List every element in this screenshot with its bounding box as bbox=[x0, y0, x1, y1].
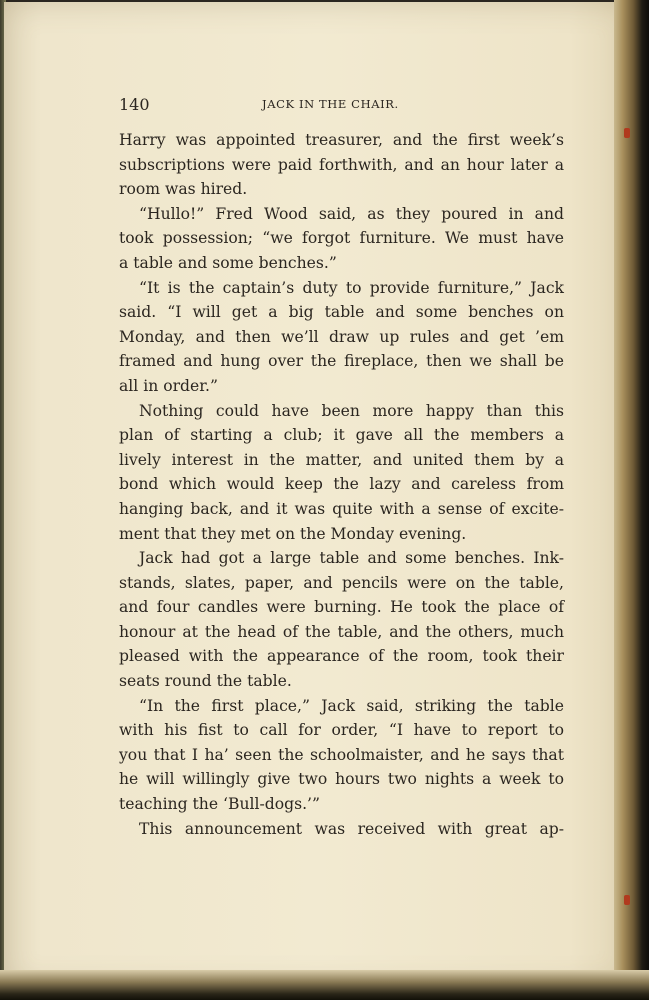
page-number: 140 bbox=[119, 95, 150, 114]
text-line: “Hullo!” Fred Wood said, as they poured in and bbox=[139, 204, 564, 223]
text-line: with his fist to call for order, “I have to report to bbox=[119, 721, 564, 740]
text-line: stands, slates, paper, and pencils were on the table, bbox=[119, 573, 564, 592]
text-line: subscriptions were paid forthwith, and an hour later a bbox=[119, 155, 564, 174]
book-edge-bottom bbox=[0, 970, 649, 1000]
text-line: Monday, and then we’ll draw up rules and get ’em bbox=[119, 327, 564, 346]
text-line: honour at the head of the table, and the others, much bbox=[119, 622, 564, 641]
text-line: teaching the ‘Bull-dogs.’” bbox=[119, 795, 320, 814]
text-line: said. “I will get a big table and some benches on bbox=[119, 303, 564, 322]
text-line: Jack had got a large table and some benches. Ink- bbox=[139, 549, 564, 568]
text-line: and four candles were burning. He took the place of bbox=[119, 598, 564, 617]
book-edge-right bbox=[614, 0, 649, 1000]
text-line: Harry was appointed treasurer, and the first week’s bbox=[119, 131, 564, 149]
text-line: hanging back, and it was quite with a sense of excite- bbox=[119, 499, 564, 518]
text-line: pleased with the appearance of the room, took their bbox=[119, 647, 564, 666]
text-line: “In the first place,” Jack said, striking the table bbox=[139, 696, 564, 715]
text-line: ment that they met on the Monday evening. bbox=[119, 524, 467, 543]
text-line: took possession; “we forgot furniture. We must have bbox=[119, 229, 564, 248]
running-head: JACK IN THE CHAIR. bbox=[262, 97, 399, 111]
text-line: framed and hung over the fireplace, then we shall be bbox=[119, 352, 564, 371]
text-line: seats round the table. bbox=[119, 672, 292, 691]
text-line: Nothing could have been more happy than this bbox=[139, 401, 564, 420]
text-line: you that I ha’ seen the schoolmaister, and he says that bbox=[119, 745, 564, 764]
text-line: all in order.” bbox=[119, 376, 218, 395]
page-marker bbox=[624, 128, 630, 138]
text-line: bond which would keep the lazy and careless from bbox=[119, 475, 564, 494]
text-line: “It is the captain’s duty to provide furniture,” Jack bbox=[139, 278, 564, 297]
page-header bbox=[119, 95, 564, 115]
body-text bbox=[119, 128, 564, 841]
page-marker bbox=[624, 895, 630, 905]
text-line: This announcement was received with great ap- bbox=[139, 819, 564, 838]
text-line: a table and some benches.” bbox=[119, 253, 337, 272]
text-line: plan of starting a club; it gave all the members a bbox=[119, 426, 564, 445]
text-line: room was hired. bbox=[119, 180, 248, 199]
text-line: lively interest in the matter, and united them by a bbox=[119, 450, 564, 469]
text-line: he will willingly give two hours two nights a week to bbox=[119, 770, 564, 789]
